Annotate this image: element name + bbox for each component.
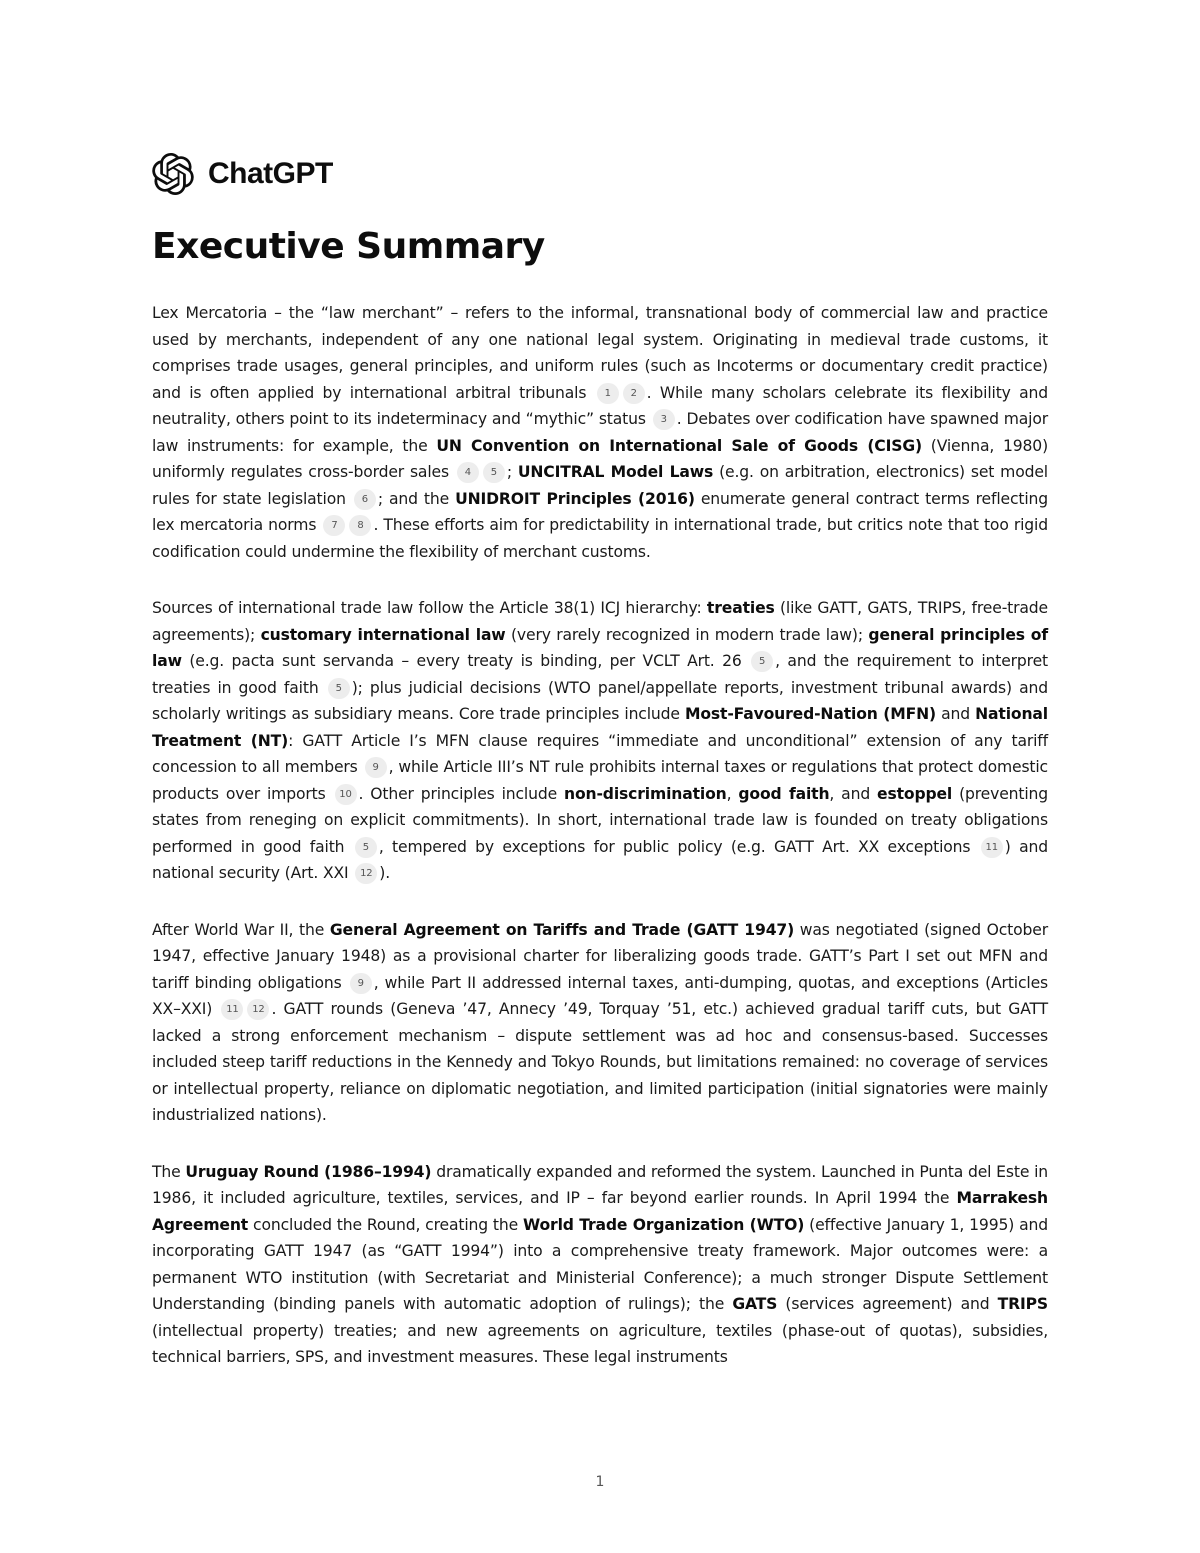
text-run: (effective January 1, 1995) and incorporating GATT 1947 (as “GATT 1994”) into a comprehensive treaty framework. Major outcomes were: a permanent WTO institution (with Secretariat and Ministerial Conference); a much stronger Dispute Settlement Understanding (binding panels with automatic adoption of rulings); the [152,1215,1048,1313]
text-run: ; and the [377,489,456,508]
citation-badge[interactable]: 8 [349,515,371,536]
bold-term: National Treatment (NT) [152,705,1048,750]
document-body [152,300,1048,1401]
page-number: 1 [595,1474,605,1490]
text-run: . Debates over codification have spawned major law instruments: for example, the [152,410,1049,455]
citation-badge[interactable]: 12 [355,863,377,884]
citation-badge[interactable]: 6 [354,489,376,510]
paragraph-gatt-1947 [152,917,1048,1129]
text-run: dramatically expanded and reformed the system. Launched in Punta del Este in 1986, it included agriculture, textiles, services, and IP – far beyond earlier rounds. In April 1994 the [152,1162,1048,1207]
citation-badge[interactable]: 3 [653,409,675,430]
text-run: was negotiated (signed October 1947, effective January 1948) as a provisional charter for liberalizing goods trade. GATT’s Part I set out MFN and tariff binding obligations [152,920,1048,992]
citation-badge[interactable]: 5 [751,651,773,672]
citation-badge[interactable]: 1 [597,383,619,404]
bold-term: UNCITRAL Model Laws [517,463,714,481]
text-run: concluded the Round, creating the [248,1215,523,1234]
bold-term: treaties [706,599,775,617]
text-run: . While many scholars celebrate its flexibility and neutrality, others point to its indeterminacy and “mythic” status [152,383,1048,428]
text-run: (very rarely recognized in modern trade law); [505,625,869,644]
chatgpt-logo [152,152,333,196]
page-title: Executive Summary [152,226,545,267]
openai-logo-icon [152,153,194,195]
bold-term: Marrakesh Agreement [152,1189,1048,1234]
paragraph-lex-mercatoria [152,300,1048,565]
text-run: , tempered by exceptions for public policy (e.g. GATT Art. XX exceptions [378,837,979,856]
text-run: ); plus judicial decisions (WTO panel/appellate reports, investment tribunal awards) and scholarly writings as subsidiary means. Core trade principles include [152,678,1048,723]
text-run: (e.g. pacta sunt servanda – every treaty is binding, per VCLT Art. 26 [181,652,750,670]
citation-badge[interactable]: 4 [457,462,479,483]
text-run: (intellectual property) treaties; and new agreements on agriculture, textiles (phase-out of quotas), subsidies, technical barriers, SPS, and investment measures. These legal instruments [152,1321,1048,1366]
text-run: ; [506,463,518,481]
bold-term: Most-Favoured-Nation (MFN) [684,705,937,723]
citation-badge[interactable]: 10 [335,784,357,805]
text-run: Lex Mercatoria – the “law merchant” – refers to the informal, transnational body of commercial law and practice used by merchants, independent of any one national legal system. Originating in medieval trade customs, it comprises trade usages, general principles, and uniform rules (such as Incoterms or documentary credit practice) and is often applied by international arbitral tribunals [152,304,1048,402]
bold-term: customary international law [260,625,506,644]
text-run: . GATT rounds (Geneva ’47, Annecy ’49, Torquay ’51, etc.) achieved gradual tariff cuts, but GATT lacked a strong enforcement mechanism – dispute settlement was ad hoc and consensus-based. Successes included steep tariff reductions in the Kennedy and Tokyo Rounds, but limitations remained: no coverage of services or intellectual property, reliance on diplomatic negotiation, and limited participation (initial signatories were mainly industrialized nations). [152,1000,1048,1124]
citation-badge[interactable]: 2 [623,383,645,404]
text-run: . Other principles include [358,784,565,803]
text-run: The [152,1162,186,1181]
text-run: ) and national security (Art. XXI [152,837,1048,882]
bold-term: GATS [732,1295,778,1313]
citation-badge[interactable]: 5 [328,678,350,699]
text-run: , while Article III’s NT rule prohibits internal taxes or regulations that protect domestic products over imports [152,758,1048,803]
text-run: enumerate general contract terms reflecting lex mercatoria norms [152,489,1048,534]
bold-term: estoppel [877,784,953,803]
text-run: (like GATT, GATS, TRIPS, free-trade agreements); [152,599,1048,644]
bold-term: general principles of law [152,625,1049,670]
paragraph-uruguay-round [152,1159,1048,1371]
citation-badge[interactable]: 9 [365,757,387,778]
text-run: (services agreement) and [777,1295,998,1313]
bold-term: TRIPS [997,1295,1048,1313]
bold-term: General Agreement on Tariffs and Trade (GATT 1947) [329,920,795,939]
text-run: After World War II, the [152,920,330,939]
citation-badge[interactable]: 12 [247,999,269,1020]
text-run: and [936,705,976,723]
text-run: : GATT Article I’s MFN clause requires “immediate and unconditional” extension of any tariff concession to all members [152,731,1048,776]
text-run: , and [829,784,878,803]
bold-term: UN Convention on International Sale of Goods (CISG) [436,436,922,455]
text-run: (Vienna, 1980) uniformly regulates cross-border sales [152,436,1049,481]
citation-badge[interactable]: 5 [483,462,505,483]
text-run: (e.g. on arbitration, electronics) set model rules for state legislation [152,463,1048,508]
text-run: Sources of international trade law follow the Article 38(1) ICJ hierarchy: [152,599,707,617]
citation-badge[interactable]: 5 [355,837,377,858]
text-run: , [726,784,739,803]
citation-badge[interactable]: 11 [981,837,1003,858]
text-run: (preventing states from reneging on explicit commitments). In short, international trade law is founded on treaty obligations performed in good faith [152,784,1048,856]
bold-term: good faith [738,784,830,803]
citation-badge[interactable]: 11 [221,999,243,1020]
text-run: . These efforts aim for predictability in international trade, but critics note that too rigid codification could undermine the flexibility of merchant customs. [152,516,1048,561]
logo-text: ChatGPT [208,157,333,190]
text-run: , and the requirement to interpret treaties in good faith [152,652,1048,697]
bold-term: UNIDROIT Principles (2016) [455,489,695,508]
paragraph-sources-of-law [152,595,1048,887]
bold-term: World Trade Organization (WTO) [523,1215,805,1234]
bold-term: Uruguay Round (1986–1994) [185,1162,432,1181]
text-run: , while Part II addressed internal taxes, anti-dumping, quotas, and exceptions (Articles XX–XXI) [152,973,1048,1018]
citation-badge[interactable]: 9 [350,973,372,994]
bold-term: non-discrimination [564,784,727,803]
citation-badge[interactable]: 7 [323,515,345,536]
text-run: ). [379,864,391,882]
